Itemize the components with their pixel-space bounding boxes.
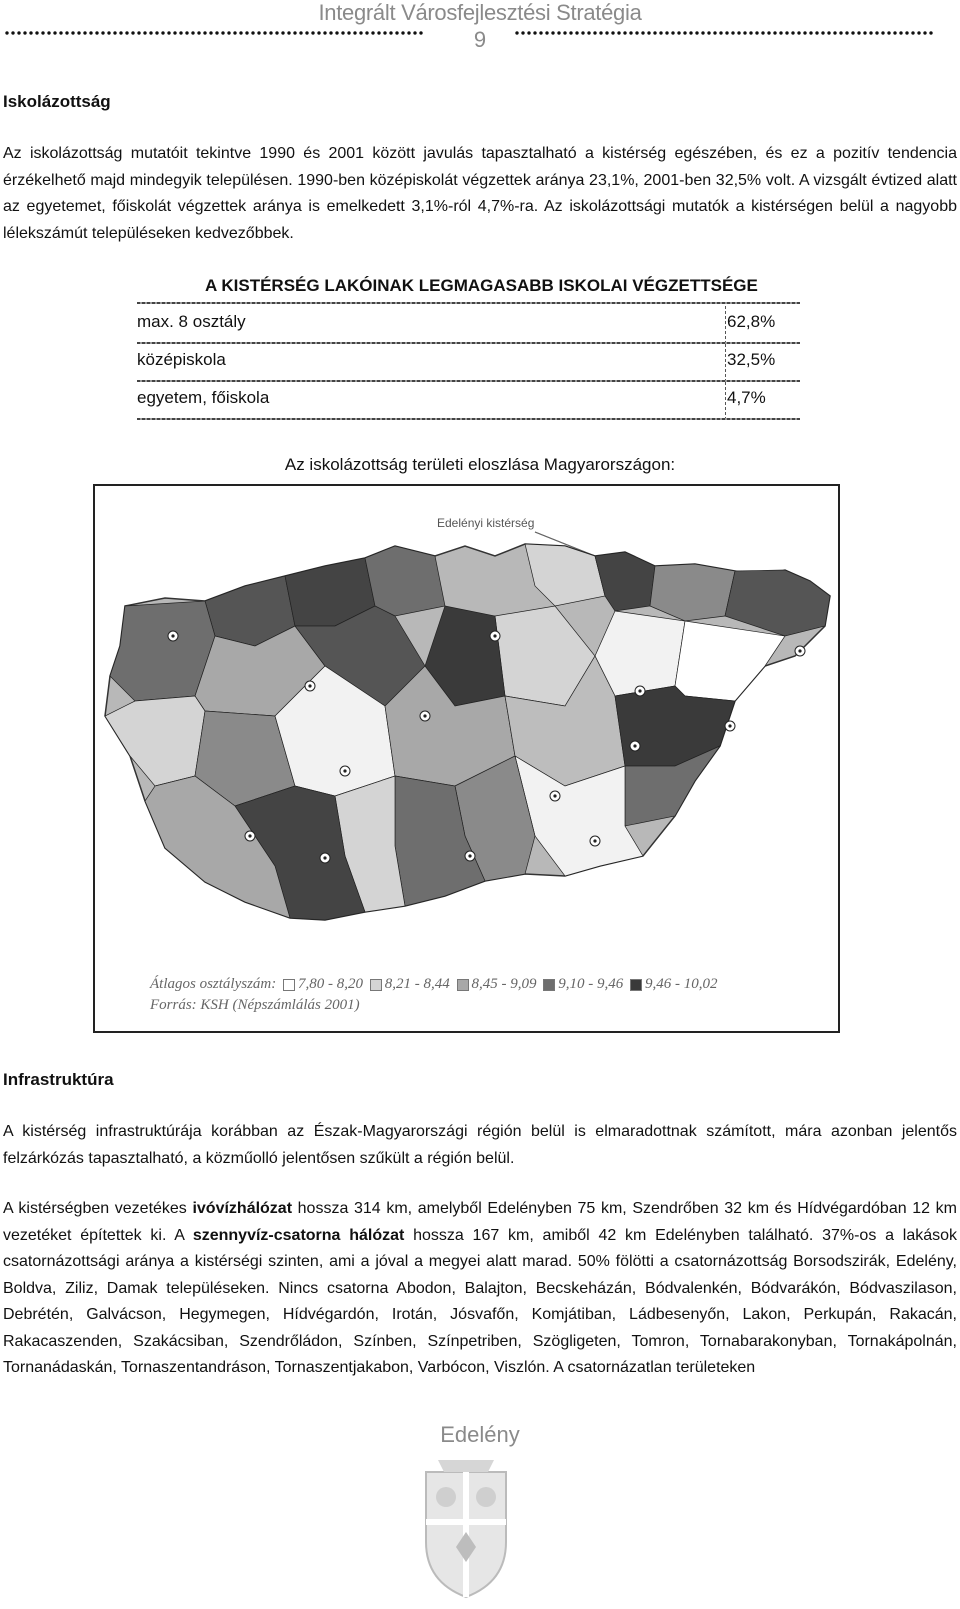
row-value: 62,8% <box>727 312 776 331</box>
legend-class-label: 8,21 - 8,44 <box>384 976 450 992</box>
header-dotted-rule-right <box>514 28 934 38</box>
column-divider <box>725 382 727 420</box>
map-legend <box>150 976 718 993</box>
paragraph-infrastruktura-1: A kistérség infrastruktúrája korábban az Észak-Magyarországi régión belül is elmaradottnak számított, mára azonban jelentős felzárkózás tapasztalható, a közműolló jelentősen szűkült a régión belül. <box>3 1123 957 1167</box>
legend-swatch <box>457 979 469 991</box>
row-label: max. 8 osztály <box>137 312 246 331</box>
legend-swatch <box>283 979 295 991</box>
map-caption: Az iskolázottság területi eloszlása Magyarországon: <box>284 455 676 474</box>
column-divider <box>725 306 727 344</box>
legend-prefix: Átlagos osztályszám: <box>150 976 277 992</box>
row-value: 32,5% <box>727 350 776 369</box>
page-number: 9 <box>473 27 487 52</box>
text-run: A kistérségben vezetékes <box>3 1200 193 1217</box>
legend-class-label: 9,46 - 10,02 <box>645 976 718 992</box>
legend-class-label: 8,45 - 9,09 <box>471 976 537 992</box>
column-divider <box>725 344 727 382</box>
row-label: középiskola <box>137 350 226 369</box>
legend-swatch <box>630 979 642 991</box>
hungary-map-figure <box>95 486 838 1031</box>
document-title: Integrált Városfejlesztési Stratégia <box>318 0 642 25</box>
table-row <box>137 306 800 344</box>
section-heading-iskolazottsag: Iskolázottság <box>3 92 111 111</box>
text-run: hossza 167 km, amiből 42 km Edelényben található. 37%-os a lakások csatornázottsági aránya a kistérségi szinten, ami a jóval a megyei alatt marad. 50% fölötti a csatornázottság Borsodszirák, Edelény, Boldva, Ziliz, Damak településeken. Nincs csatorna Abodon, Balajton, Becskeházán, Bódvalenkén, Bódvarákón, Bódvaszilason, Debrétén, Galvácson, Hegymegen, Hídvégardón, Irotán, Jósvafőn, Komjátiban, Ládbesenyőn, Lakon, Perkupán, Rakacán, Rakacaszenden, Szakácsiban, Szendrőládon, Színben, Színpetriben, Szögligeten, Tomron, Tornabarakonyban, Tornakápolnán, Tornanádaskán, Tornaszentandráson, Tornaszentjakabon, Varbócon, Viszlón. A csatornázatlan területeken <box>3 1226 958 1376</box>
education-map <box>93 484 840 1033</box>
row-value: 4,7% <box>727 388 766 407</box>
text-run: hossza 314 km, amelyből Edelényben 75 km, Szendrőben 32 km és Hídvégardóban 12 km vezetéket építettek ki. A <box>3 1200 957 1244</box>
legend-class-label: 7,80 - 8,20 <box>298 976 364 992</box>
bold-term-ivovizhalozat: ivóvízhálózat <box>192 1200 293 1217</box>
map-source: Forrás: KSH (Népszámlálás 2001) <box>150 997 360 1013</box>
coat-of-arms-logo <box>418 1452 514 1602</box>
map-region-label: Edelényi kistérség <box>437 516 535 530</box>
legend-swatch <box>370 979 382 991</box>
paragraph-iskolazottsag: Az iskolázottság mutatóit tekintve 1990 és 2001 között javulás tapasztalható a kistérség egészében, és ez a pozitív tendencia érzékelhető majd mindegyik településen. 1990-ben középiskolát végzettek aránya 23,1%, 2001-ben 32,5% volt. A vizsgált évtized alatt az egyetemet, főiskolát végzettek aránya is emelkedett 3,1%-ról 4,7%-ra. Az iskolázottsági mutatók a kistérségen belül a nagyobb lélekszámút településeken kedvezőbbek. <box>3 145 957 242</box>
row-label: egyetem, főiskola <box>137 388 270 407</box>
section-heading-infrastruktura: Infrastruktúra <box>3 1070 114 1089</box>
table-row <box>137 382 800 420</box>
footer-town-name: Edelény <box>440 1422 520 1447</box>
table-title: A KISTÉRSÉG LAKÓINAK LEGMAGASABB ISKOLAI VÉGZETTSÉGE <box>205 276 758 295</box>
row-rule <box>137 418 800 420</box>
table-row <box>137 344 800 382</box>
table-top-rule <box>137 302 800 304</box>
legend-swatch <box>543 979 555 991</box>
paragraph-infrastruktura-2 <box>3 1196 957 1382</box>
legend-class-label: 9,10 - 9,46 <box>558 976 624 992</box>
bold-term-szennyviz-csatorna: szennyvíz-csatorna hálózat <box>192 1226 405 1244</box>
